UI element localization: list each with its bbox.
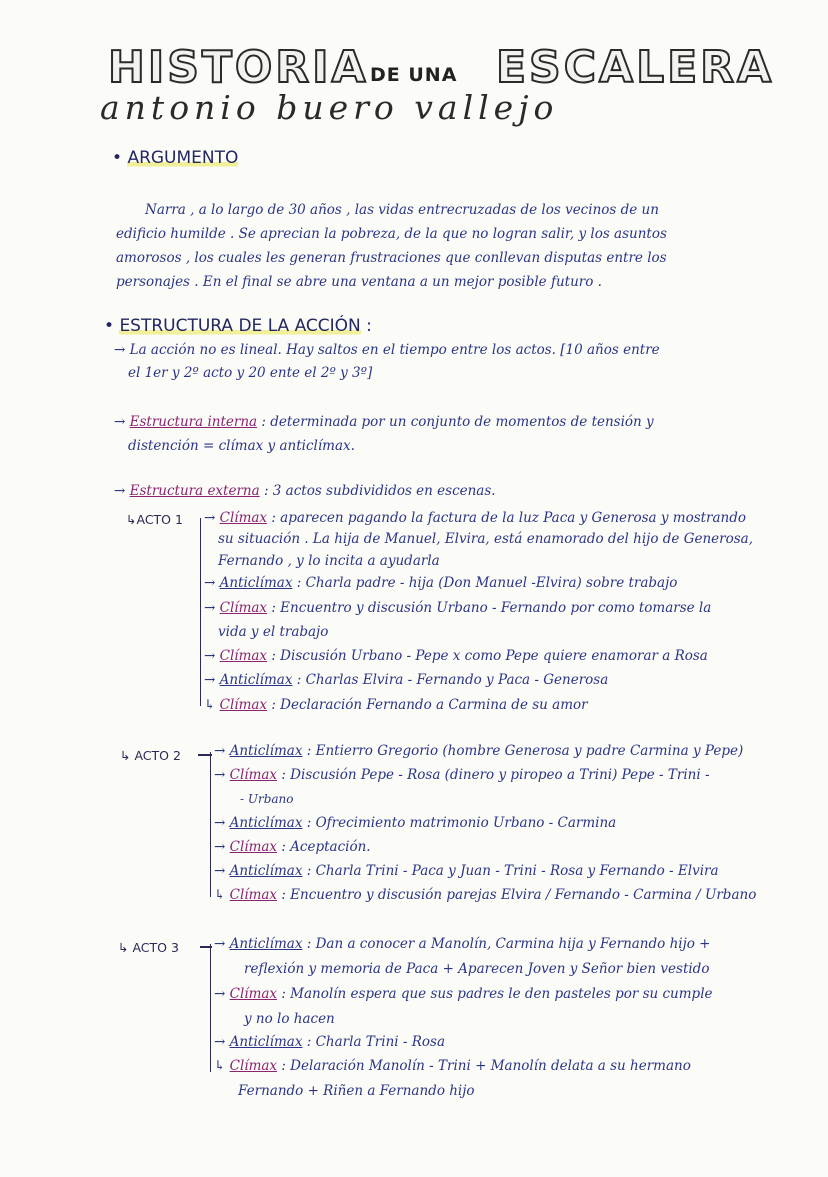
estructura-heading: • ESTRUCTURA DE LA ACCIÓN : bbox=[104, 316, 372, 336]
acto-1-item-4: → Clímax : Discusión Urbano - Pepe x como Pepe quiere enamorar a Rosa bbox=[204, 648, 708, 664]
externa-line: → Estructura externa : 3 actos subdivididos en escenas. bbox=[114, 483, 496, 499]
title-historia: HISTORIA bbox=[108, 42, 369, 93]
interna-line-1: → Estructura interna : determinada por un conjunto de momentos de tensión y bbox=[114, 414, 654, 430]
acto-1-item-3: → Clímax : Encuentro y discusión Urbano - Fernando por como tomarse la bbox=[204, 600, 712, 616]
acto-2-item-1: → Anticlímax : Entierro Gregorio (hombre Generosa y padre Carmina y Pepe) bbox=[214, 743, 744, 759]
acto-2-label: ↳ ACTO 2 bbox=[120, 748, 181, 763]
acto-3-item-1-line-2: reflexión y memoria de Paca + Aparecen Joven y Señor bien vestido bbox=[244, 961, 710, 977]
acto-1-label: ↳ACTO 1 bbox=[126, 512, 183, 527]
acto-3-item-4: ↳ Clímax : Delaración Manolín - Trini + Manolín delata a su hermano bbox=[214, 1058, 691, 1074]
argumento-line-1: Narra , a lo largo de 30 años , las vidas entrecruzadas de los vecinos de un bbox=[145, 202, 659, 218]
interna-line-2: distención = clímax y anticlímax. bbox=[128, 438, 355, 454]
acto-1-item-6: ↳ Clímax : Declaración Fernando a Carmina de su amor bbox=[204, 697, 588, 713]
argumento-line-3: amorosos , los cuales les generan frustraciones que conllevan disputas entre los bbox=[116, 250, 667, 266]
title-escalera: ESCALERA bbox=[496, 42, 775, 93]
acto-2-item-5: → Anticlímax : Charla Trini - Paca y Juan - Trini - Rosa y Fernando - Elvira bbox=[214, 863, 719, 879]
acto-3-item-1: → Anticlímax : Dan a conocer a Manolín, Carmina hija y Fernando hijo + bbox=[214, 936, 711, 952]
acto-1-item-5: → Anticlímax : Charlas Elvira - Fernando y Paca - Generosa bbox=[204, 672, 609, 688]
acto-2-item-2-line-2: - Urbano bbox=[240, 792, 294, 806]
acto-3-item-2-line-2: y no lo hacen bbox=[244, 1011, 335, 1027]
acto-3-connector bbox=[200, 946, 212, 948]
acto-1-item-2: → Anticlímax : Charla padre - hija (Don Manuel -Elvira) sobre trabajo bbox=[204, 575, 678, 591]
acto-3-item-4-line-2: Fernando + Riñen a Fernando hijo bbox=[238, 1083, 475, 1099]
acto-1-item-1: → Clímax : aparecen pagando la factura de la luz Paca y Generosa y mostrando bbox=[204, 510, 747, 526]
accion-line-2: el 1er y 2º acto y 20 ente el 2º y 3º] bbox=[128, 365, 373, 381]
acto-3-bracket bbox=[210, 944, 211, 1072]
acto-1-item-3-line-2: vida y el trabajo bbox=[218, 624, 329, 640]
acto-2-bracket bbox=[210, 752, 211, 897]
acto-3-item-2: → Clímax : Manolín espera que sus padres le den pasteles por su cumple bbox=[214, 986, 713, 1002]
argumento-line-2: edificio humilde . Se aprecian la pobreza, de la que no logran salir, y los asuntos bbox=[116, 226, 667, 242]
acto-2-item-3: → Anticlímax : Ofrecimiento matrimonio Urbano - Carmina bbox=[214, 815, 617, 831]
acto-1-bracket bbox=[200, 518, 201, 706]
accion-line-1: → La acción no es lineal. Hay saltos en el tiempo entre los actos. [10 años entre bbox=[114, 342, 660, 358]
acto-1-item-1-line-3: Fernando , y lo incita a ayudarla bbox=[218, 553, 440, 569]
acto-3-label: ↳ ACTO 3 bbox=[118, 940, 179, 955]
acto-2-item-6: ↳ Clímax : Encuentro y discusión parejas Elvira / Fernando - Carmina / Urbano bbox=[214, 887, 757, 903]
acto-2-item-4: → Clímax : Aceptación. bbox=[214, 839, 371, 855]
title-de-una: DE UNA bbox=[370, 64, 458, 86]
argumento-heading: • ARGUMENTO bbox=[112, 148, 239, 168]
acto-3-item-3: → Anticlímax : Charla Trini - Rosa bbox=[214, 1034, 445, 1050]
argumento-line-4: personajes . En el final se abre una ventana a un mejor posible futuro . bbox=[116, 274, 602, 290]
author-name: antonio buero vallejo bbox=[100, 88, 559, 127]
acto-1-item-1-line-2: su situación . La hija de Manuel, Elvira, está enamorado del hijo de Generosa, bbox=[218, 531, 754, 547]
acto-2-connector bbox=[198, 754, 212, 756]
acto-2-item-2: → Clímax : Discusión Pepe - Rosa (dinero y piropeo a Trini) Pepe - Trini - bbox=[214, 767, 710, 783]
